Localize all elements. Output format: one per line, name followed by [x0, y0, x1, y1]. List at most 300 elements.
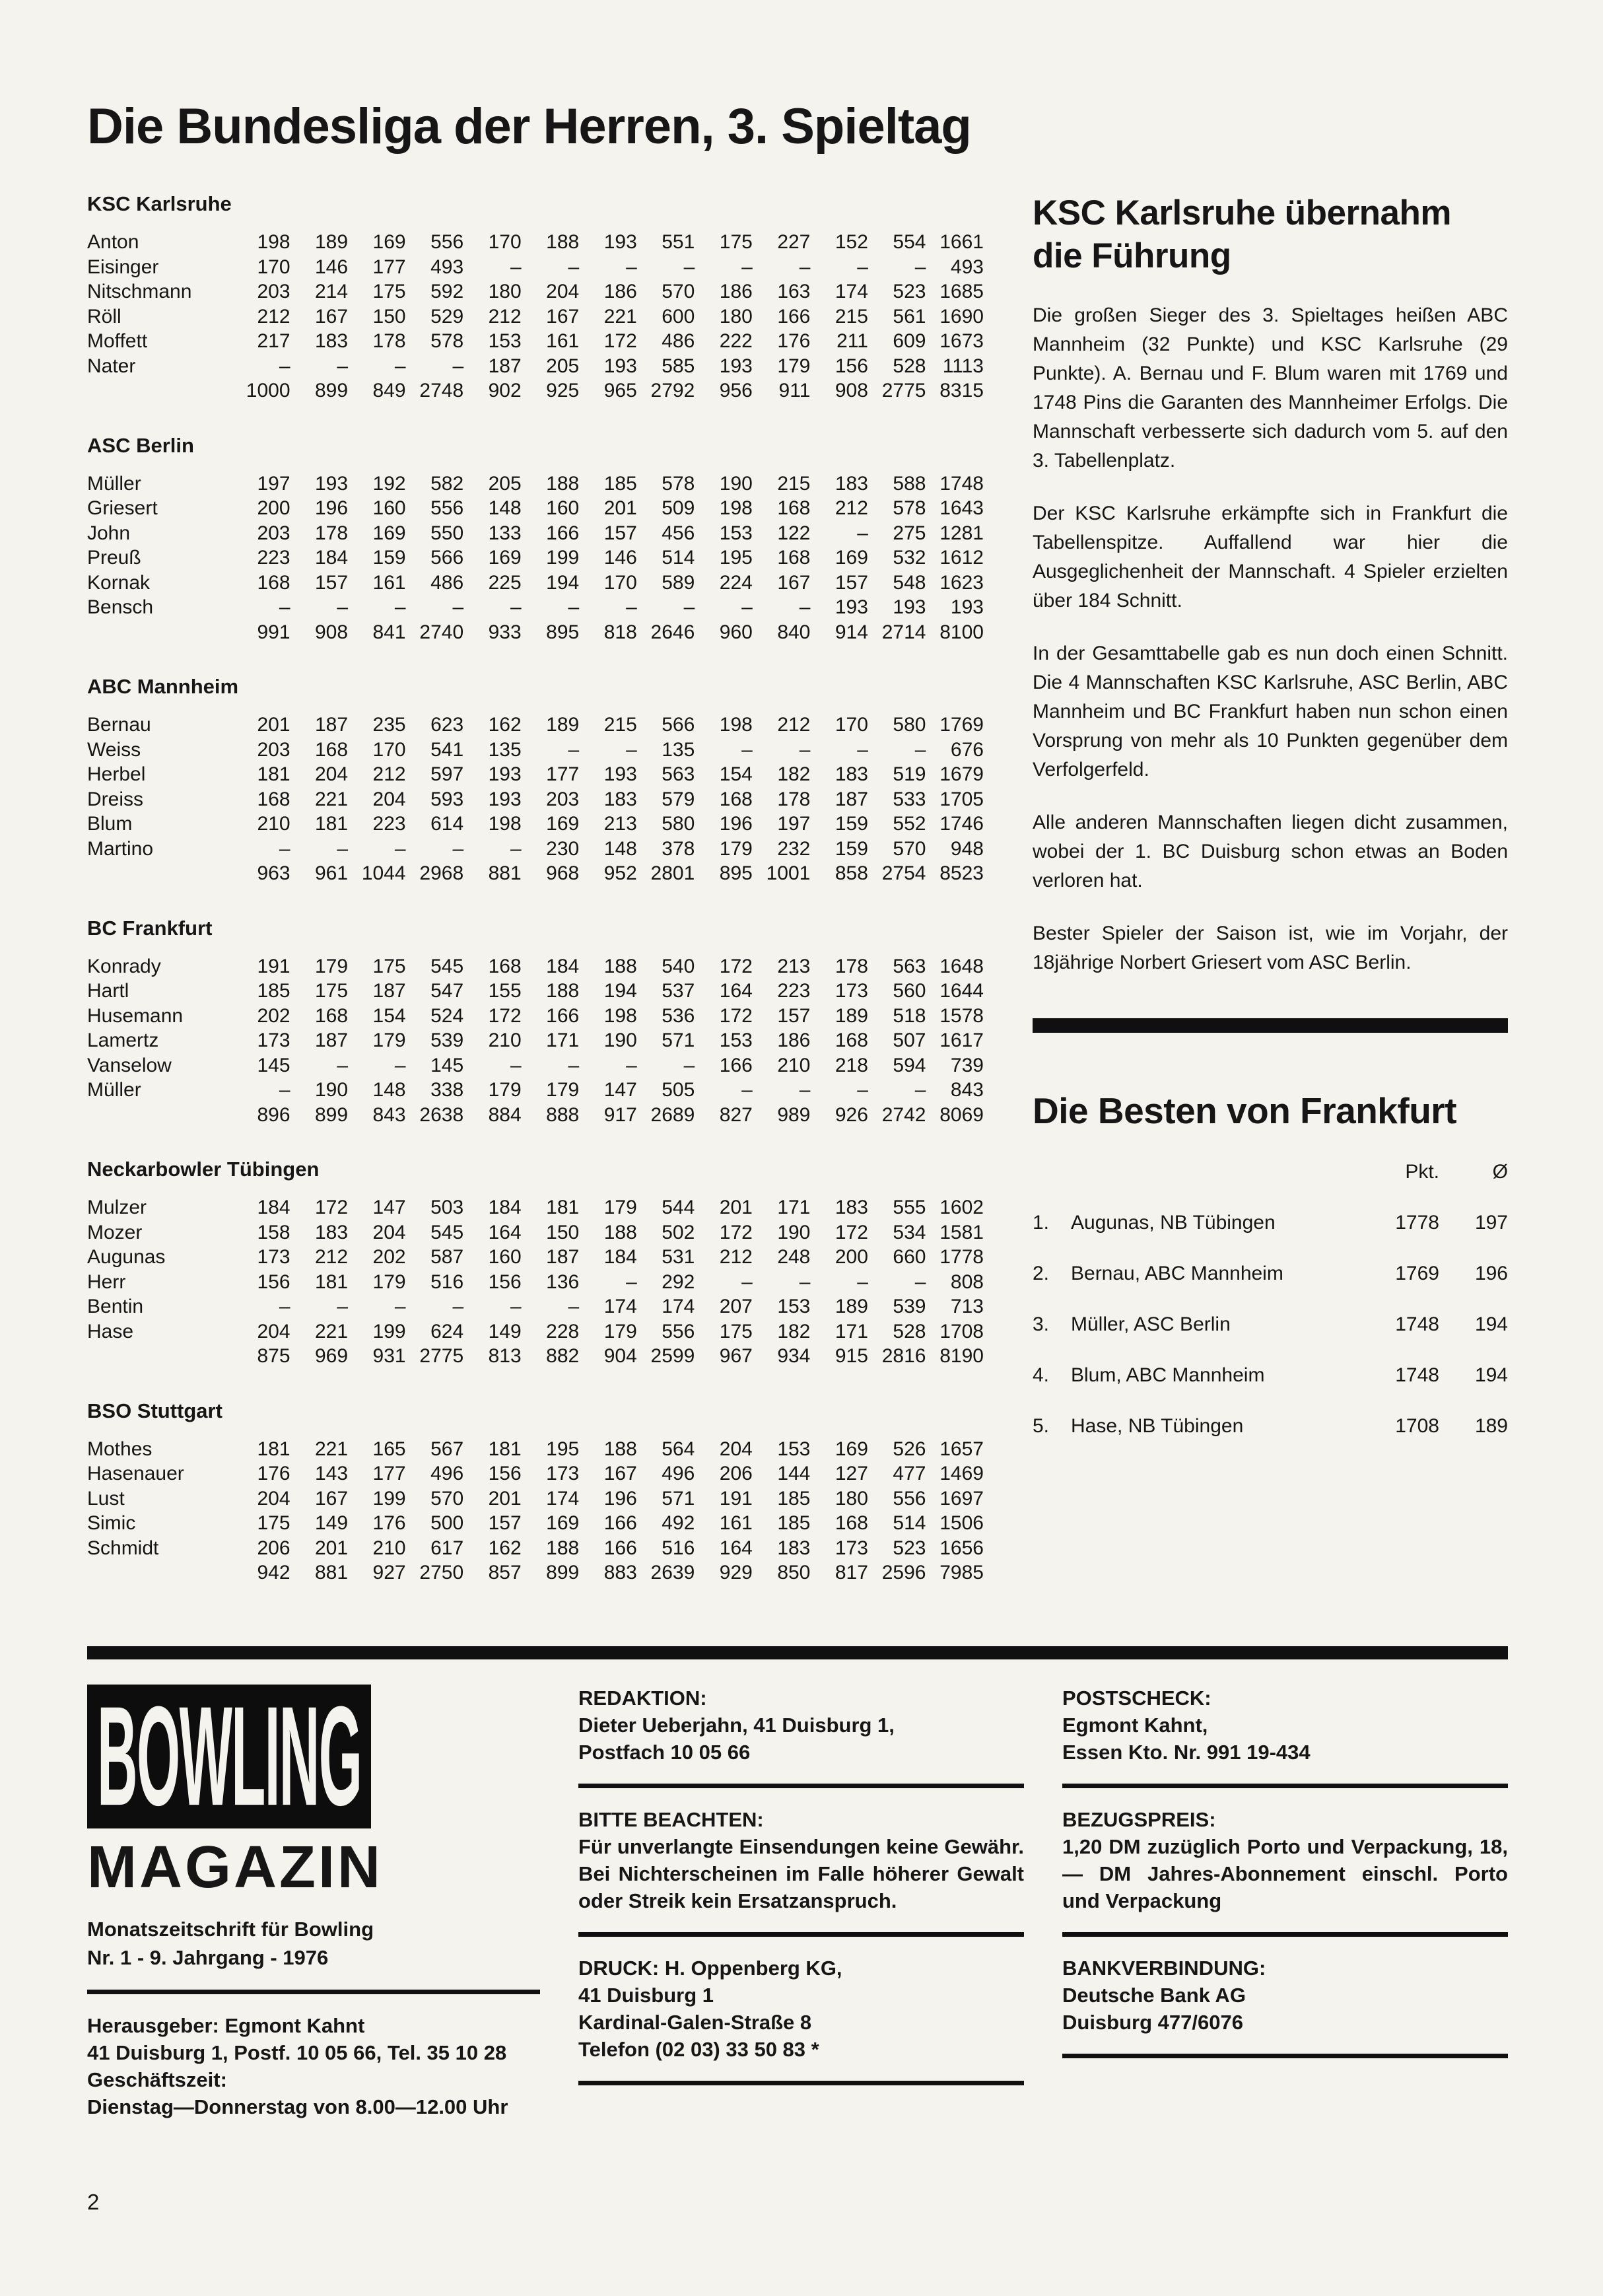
- score-cell: –: [568, 738, 580, 761]
- score-cell: 519: [893, 763, 926, 785]
- score-cell: 2596: [881, 1562, 926, 1583]
- besten-rank: 4.: [1033, 1364, 1050, 1387]
- score-cell: 931: [372, 1345, 406, 1367]
- score-cell: 177: [372, 1463, 406, 1484]
- score-cell: 182: [777, 1320, 811, 1342]
- score-cell: 960: [719, 621, 753, 643]
- team-name: ABC Mannheim: [87, 675, 239, 698]
- score-cell: 556: [662, 1320, 695, 1342]
- player-name: [87, 1560, 232, 1585]
- score-cell: 206: [257, 1537, 290, 1559]
- score-cell: 545: [430, 955, 464, 977]
- score-cell: 617: [430, 1537, 464, 1559]
- article-headline: KSC Karlsruhe übernahm die Führung: [1033, 193, 1451, 275]
- team-block: [87, 1399, 984, 1585]
- score-cell: 529: [430, 305, 464, 328]
- score-cell: 193: [893, 596, 926, 618]
- score-cell: 190: [719, 472, 753, 495]
- besten-rank: 2.: [1033, 1263, 1050, 1285]
- score-cell: 223: [777, 980, 811, 1002]
- score-cell: 181: [257, 1438, 290, 1460]
- score-cell: 8100: [939, 621, 984, 643]
- score-cell: 566: [662, 714, 695, 736]
- score-cell: 212: [372, 763, 406, 785]
- score-cell: 968: [546, 862, 580, 884]
- score-cell: 514: [893, 1512, 926, 1534]
- player-row: [87, 329, 984, 354]
- score-cell: 917: [603, 1103, 637, 1126]
- footer-section: [578, 1955, 1024, 2063]
- player-name: Vanselow: [87, 1054, 172, 1076]
- team-totals-row: [87, 1344, 984, 1369]
- score-cell: 578: [662, 472, 695, 495]
- score-cell: 526: [893, 1438, 926, 1460]
- besten-list: [1033, 1212, 1508, 1438]
- score-cell: 221: [603, 305, 637, 328]
- score-cell: 205: [546, 355, 580, 377]
- score-cell: 902: [488, 380, 522, 401]
- player-row: [87, 762, 984, 787]
- score-cell: 169: [488, 547, 522, 569]
- score-cell: 570: [662, 281, 695, 302]
- score-cell: 175: [372, 281, 406, 302]
- score-cell: 145: [430, 1054, 464, 1076]
- score-cell: 563: [893, 955, 926, 977]
- score-cell: 230: [546, 837, 580, 860]
- score-cell: 193: [603, 355, 637, 377]
- score-cell: 193: [488, 763, 522, 785]
- score-cell: 143: [315, 1463, 349, 1484]
- score-cell: 222: [719, 330, 753, 352]
- score-cell: 203: [546, 788, 580, 810]
- score-cell: 169: [372, 522, 406, 544]
- score-cell: –: [857, 256, 868, 278]
- player-name: Simic: [87, 1512, 136, 1534]
- score-cell: 899: [315, 1103, 349, 1126]
- besten-row: [1033, 1263, 1508, 1285]
- score-cell: 168: [777, 547, 811, 569]
- article-column: [1033, 192, 1508, 1616]
- score-cell: 493: [950, 256, 984, 278]
- score-cell: 2638: [419, 1103, 464, 1126]
- magazine-subtitle-line1: Monatszeitschrift für Bowling: [87, 1917, 374, 1941]
- score-cell: 545: [430, 1221, 464, 1243]
- player-name: Mozer: [87, 1221, 143, 1243]
- player-name: Bensch: [87, 596, 154, 618]
- score-cell: –: [394, 596, 406, 618]
- score-cell: 215: [777, 472, 811, 495]
- score-cell: –: [857, 738, 868, 761]
- score-cell: 187: [835, 788, 868, 810]
- player-row: [87, 1245, 984, 1270]
- score-cell: 933: [488, 621, 522, 643]
- score-cell: 153: [719, 522, 753, 544]
- score-cell: 503: [430, 1197, 464, 1218]
- bowling-logo-text: BOWLING: [96, 1684, 362, 1828]
- score-cell: 2714: [881, 621, 926, 643]
- score-cell: –: [452, 355, 464, 377]
- score-cell: 167: [315, 305, 349, 328]
- score-cell: –: [626, 1054, 637, 1076]
- divider-rule: [1062, 1784, 1508, 1788]
- score-cell: 570: [430, 1487, 464, 1510]
- score-cell: 197: [257, 472, 290, 495]
- score-cell: 169: [835, 1438, 868, 1460]
- score-cell: 523: [893, 281, 926, 302]
- score-cell: 203: [257, 281, 290, 302]
- score-cell: 164: [488, 1221, 522, 1243]
- score-cell: 170: [835, 714, 868, 736]
- score-cell: 927: [372, 1562, 406, 1583]
- score-cell: –: [394, 355, 406, 377]
- publisher-line: Geschäftszeit:: [87, 2068, 227, 2091]
- score-cell: 202: [257, 1004, 290, 1027]
- divider-rule: [578, 1932, 1024, 1937]
- score-cell: 908: [315, 621, 349, 643]
- score-cell: 813: [488, 1345, 522, 1367]
- score-cell: 858: [835, 862, 868, 884]
- score-cell: 215: [603, 714, 637, 736]
- team-block: [87, 434, 984, 645]
- footer-logo-column: [87, 1685, 540, 2120]
- score-cell: 196: [719, 813, 753, 835]
- score-cell: 904: [603, 1345, 637, 1367]
- score-cell: 156: [488, 1463, 522, 1484]
- score-cell: 223: [257, 547, 290, 569]
- score-cell: 1657: [939, 1438, 984, 1460]
- score-cell: –: [799, 596, 811, 618]
- score-cell: –: [741, 256, 753, 278]
- score-cell: 127: [835, 1463, 868, 1484]
- score-cell: 204: [315, 763, 349, 785]
- player-name: Schmidt: [87, 1537, 159, 1559]
- player-row: [87, 279, 984, 304]
- score-cell: 179: [488, 1079, 522, 1101]
- score-cell: 180: [719, 305, 753, 328]
- player-name: Dreiss: [87, 788, 144, 810]
- footer-right-column: [1062, 1685, 1508, 2120]
- score-cell: 149: [488, 1320, 522, 1342]
- besten-player: Müller, ASC Berlin: [1071, 1313, 1231, 1336]
- player-name: Blum: [87, 813, 133, 835]
- score-cell: 175: [257, 1512, 290, 1534]
- score-cell: 193: [315, 472, 349, 495]
- score-cell: 551: [662, 231, 695, 253]
- score-cell: 156: [257, 1270, 290, 1293]
- score-cell: 188: [603, 1438, 637, 1460]
- score-cell: 155: [488, 980, 522, 1002]
- teams: [87, 192, 984, 1585]
- score-cell: 213: [603, 813, 637, 835]
- player-row: [87, 1028, 984, 1053]
- score-cell: –: [857, 522, 868, 544]
- player-name: Eisinger: [87, 256, 159, 278]
- score-cell: 1113: [942, 355, 984, 377]
- score-cell: 147: [372, 1197, 406, 1218]
- score-cell: 2742: [881, 1103, 926, 1126]
- score-cell: 159: [372, 547, 406, 569]
- score-cell: 169: [835, 547, 868, 569]
- score-cell: 217: [257, 330, 290, 352]
- score-cell: 184: [257, 1197, 290, 1218]
- score-cell: 173: [257, 1246, 290, 1268]
- score-cell: 492: [662, 1512, 695, 1534]
- score-cell: 221: [315, 1320, 349, 1342]
- score-cell: 157: [777, 1004, 811, 1027]
- score-cell: 8523: [939, 862, 984, 884]
- score-cell: –: [683, 256, 695, 278]
- score-cell: 172: [315, 1197, 349, 1218]
- score-cell: –: [568, 1296, 580, 1317]
- score-cell: 895: [546, 621, 580, 643]
- footer-section-heading: BANKVERBINDUNG:: [1062, 1956, 1266, 1980]
- score-cell: 1748: [939, 472, 984, 495]
- score-cell: 177: [372, 256, 406, 278]
- score-cell: 713: [950, 1296, 984, 1317]
- score-cell: 179: [315, 955, 349, 977]
- score-cell: 157: [603, 522, 637, 544]
- score-cell: 843: [372, 1103, 406, 1126]
- score-cell: 914: [835, 621, 868, 643]
- score-cell: –: [626, 1270, 637, 1293]
- score-cell: 174: [546, 1487, 580, 1510]
- score-cell: 566: [430, 547, 464, 569]
- score-cell: 564: [662, 1438, 695, 1460]
- score-cell: 211: [836, 330, 868, 352]
- score-cell: 152: [835, 231, 868, 253]
- score-cell: 187: [315, 1029, 349, 1051]
- footer-section-heading: BEZUGSPREIS:: [1062, 1807, 1216, 1831]
- score-cell: 1673: [939, 330, 984, 352]
- score-cell: 188: [546, 472, 580, 495]
- score-cell: 248: [777, 1246, 811, 1268]
- score-cell: –: [741, 738, 753, 761]
- score-cell: 477: [893, 1463, 926, 1484]
- player-name: Mothes: [87, 1438, 153, 1460]
- score-cell: 188: [546, 231, 580, 253]
- besten-pkt: 1748: [1395, 1313, 1439, 1336]
- score-cell: 193: [603, 231, 637, 253]
- score-cell: 2599: [650, 1345, 695, 1367]
- score-cell: –: [914, 256, 926, 278]
- score-cell: 178: [372, 330, 406, 352]
- score-cell: 148: [372, 1079, 406, 1101]
- player-row: [87, 1270, 984, 1295]
- player-row: [87, 1053, 984, 1078]
- score-cell: 228: [546, 1320, 580, 1342]
- score-cell: 188: [603, 955, 637, 977]
- besten-rank: 1.: [1033, 1212, 1050, 1234]
- score-cell: 193: [719, 355, 753, 377]
- score-cell: 168: [257, 571, 290, 594]
- score-cell: 194: [546, 571, 580, 594]
- magazine-subtitle-line2: Nr. 1 - 9. Jahrgang - 1976: [87, 1945, 329, 1969]
- score-cell: 182: [777, 763, 811, 785]
- score-cell: 582: [430, 472, 464, 495]
- player-row: [87, 954, 984, 979]
- score-cell: 2646: [650, 621, 695, 643]
- player-name: Nater: [87, 355, 136, 377]
- score-cell: –: [337, 1054, 349, 1076]
- score-cell: 199: [372, 1487, 406, 1510]
- score-cell: 179: [372, 1029, 406, 1051]
- footer-section: [1062, 1685, 1508, 1766]
- score-cell: –: [914, 738, 926, 761]
- score-cell: 597: [430, 763, 464, 785]
- score-cell: 205: [488, 472, 522, 495]
- footer-section-heading: POSTSCHECK:: [1062, 1686, 1211, 1710]
- score-cell: 183: [835, 1197, 868, 1218]
- score-cell: 176: [372, 1512, 406, 1534]
- score-cell: 200: [835, 1246, 868, 1268]
- score-cell: 193: [603, 763, 637, 785]
- score-cell: 178: [835, 955, 868, 977]
- score-cell: 179: [603, 1320, 637, 1342]
- article-paragraph: Der KSC Karlsruhe erkämpfte sich in Frankfurt die Tabellenspitze. Auffallend war hier die Ausgeglichenheit der Mannschaft. 4 Spieler erzielten über 184 Schnitt.: [1033, 503, 1508, 612]
- player-row: [87, 521, 984, 546]
- score-cell: –: [452, 837, 464, 860]
- team-name: BC Frankfurt: [87, 916, 213, 940]
- score-cell: 164: [719, 1537, 753, 1559]
- score-cell: 623: [430, 714, 464, 736]
- score-cell: 2775: [419, 1345, 464, 1367]
- score-cell: 168: [835, 1029, 868, 1051]
- score-cell: 146: [603, 547, 637, 569]
- score-cell: 2801: [650, 862, 695, 884]
- footer-section-line: Telefon (02 03) 33 50 83 *: [578, 2037, 819, 2061]
- score-cell: 1648: [939, 955, 984, 977]
- score-cell: 173: [257, 1029, 290, 1051]
- score-cell: 911: [778, 380, 811, 401]
- team-name: BSO Stuttgart: [87, 1399, 222, 1422]
- score-cell: 179: [372, 1270, 406, 1293]
- footer-section-line: Dieter Ueberjahn, 41 Duisburg 1,: [578, 1713, 895, 1737]
- score-cell: 533: [893, 788, 926, 810]
- score-cell: –: [337, 837, 349, 860]
- score-cell: 275: [893, 522, 926, 544]
- score-cell: 221: [315, 788, 349, 810]
- divider-rule: [87, 1990, 540, 1994]
- score-cell: 135: [488, 738, 522, 761]
- score-cell: 221: [315, 1438, 349, 1460]
- player-row: [87, 1511, 984, 1536]
- score-cell: 210: [777, 1054, 811, 1076]
- score-cell: 177: [546, 763, 580, 785]
- player-row: [87, 354, 984, 379]
- score-cell: 8190: [939, 1345, 984, 1367]
- divider-rule: [578, 1784, 1024, 1788]
- score-cell: 201: [315, 1537, 349, 1559]
- score-cell: 1679: [939, 763, 984, 785]
- score-cell: –: [626, 256, 637, 278]
- team-totals-row: [87, 620, 984, 645]
- score-cell: 184: [488, 1197, 522, 1218]
- team-block: [87, 1158, 984, 1369]
- score-cell: 214: [315, 281, 349, 302]
- score-cell: 2740: [419, 621, 464, 643]
- score-cell: 181: [546, 1197, 580, 1218]
- besten-player: Blum, ABC Mannheim: [1071, 1364, 1265, 1387]
- score-cell: 190: [315, 1079, 349, 1101]
- score-cell: 189: [835, 1004, 868, 1027]
- player-name: Hasenauer: [87, 1463, 184, 1484]
- score-cell: 167: [777, 571, 811, 594]
- score-cell: 961: [315, 862, 349, 884]
- score-cell: 201: [603, 497, 637, 519]
- player-name: Hase: [87, 1320, 134, 1342]
- score-cell: 188: [546, 980, 580, 1002]
- score-cell: 195: [546, 1438, 580, 1460]
- player-name: Röll: [87, 305, 121, 328]
- score-cell: 169: [546, 813, 580, 835]
- score-cell: 561: [893, 305, 926, 328]
- score-cell: –: [510, 596, 522, 618]
- score-cell: 174: [835, 281, 868, 302]
- score-cell: 539: [430, 1029, 464, 1051]
- score-cell: 135: [662, 738, 695, 761]
- score-cell: –: [337, 1296, 349, 1317]
- score-cell: 660: [893, 1246, 926, 1268]
- score-cell: 486: [430, 571, 464, 594]
- footer-section-heading: DRUCK: H. Oppenberg KG,: [578, 1956, 842, 1980]
- score-cell: 198: [719, 714, 753, 736]
- score-cell: 1778: [939, 1246, 984, 1268]
- score-cell: –: [857, 1270, 868, 1293]
- score-cell: 212: [835, 497, 868, 519]
- publisher-line: Dienstag—Donnerstag von 8.00—12.00 Uhr: [87, 2095, 508, 2118]
- score-cell: 967: [719, 1345, 753, 1367]
- score-cell: –: [510, 1296, 522, 1317]
- player-name: Anton: [87, 231, 139, 253]
- score-cell: 934: [777, 1345, 811, 1367]
- score-cell: 189: [315, 231, 349, 253]
- score-cell: 168: [719, 788, 753, 810]
- score-cell: 204: [719, 1438, 753, 1460]
- besten-header-spacer: [1033, 1161, 1353, 1183]
- team-block: [87, 675, 984, 886]
- score-cell: –: [279, 1296, 290, 1317]
- score-cell: –: [741, 1270, 753, 1293]
- score-cell: 171: [777, 1197, 811, 1218]
- player-name: Müller: [87, 472, 141, 495]
- score-cell: 154: [719, 763, 753, 785]
- score-cell: 186: [603, 281, 637, 302]
- score-cell: 178: [315, 522, 349, 544]
- besten-avg: 194: [1474, 1364, 1508, 1387]
- score-cell: 172: [719, 1004, 753, 1027]
- score-cell: 174: [662, 1296, 695, 1317]
- player-name: Weiss: [87, 738, 141, 761]
- score-cell: 588: [893, 472, 926, 495]
- score-cell: 224: [719, 571, 753, 594]
- score-cell: 166: [603, 1537, 637, 1559]
- score-cell: 496: [430, 1463, 464, 1484]
- score-cell: 154: [372, 1004, 406, 1027]
- score-cell: 1602: [939, 1197, 984, 1218]
- score-cell: 159: [835, 813, 868, 835]
- score-cell: 190: [777, 1221, 811, 1243]
- score-cell: 547: [430, 980, 464, 1002]
- publisher-block: [87, 2012, 540, 2120]
- footer-section-line: Postfach 10 05 66: [578, 1740, 751, 1764]
- score-cell: 173: [835, 980, 868, 1002]
- player-row: [87, 1004, 984, 1029]
- player-row: [87, 1078, 984, 1103]
- score-cell: 486: [662, 330, 695, 352]
- score-cell: 1623: [939, 571, 984, 594]
- score-cell: 201: [719, 1197, 753, 1218]
- score-cell: 185: [603, 472, 637, 495]
